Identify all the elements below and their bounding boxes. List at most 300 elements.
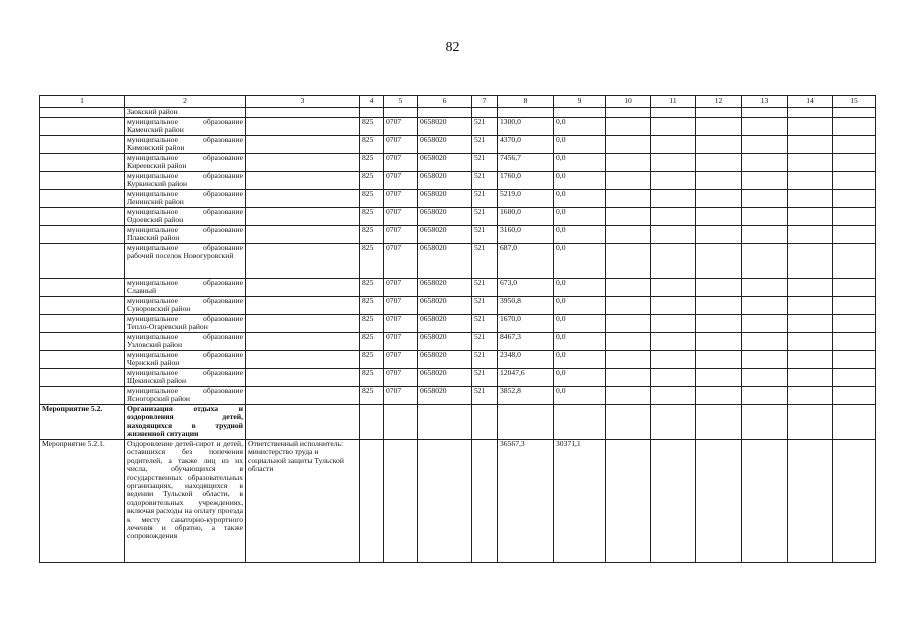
empty-cell	[833, 244, 876, 279]
empty-cell	[788, 315, 833, 333]
empty-cell	[833, 387, 876, 405]
executor-cell	[246, 190, 360, 208]
table-row	[40, 440, 876, 563]
empty-cell	[788, 369, 833, 387]
executor-cell	[246, 118, 360, 136]
empty-cell	[742, 244, 788, 279]
amount-cell: 36567,3	[498, 440, 554, 563]
empty-cell	[606, 244, 651, 279]
target-code-cell: 0658020	[418, 118, 472, 136]
amount-cell: 0,0	[554, 279, 606, 297]
measure-code-cell	[40, 108, 125, 118]
page-number: 82	[445, 40, 460, 55]
target-code-cell	[418, 108, 472, 118]
empty-cell	[696, 351, 742, 369]
ministry-code-cell: 825	[360, 136, 384, 154]
empty-cell	[788, 154, 833, 172]
empty-cell	[696, 315, 742, 333]
header-row	[40, 96, 876, 108]
table-row	[40, 154, 876, 172]
empty-cell	[651, 440, 696, 563]
amount-cell: 7456,7	[498, 154, 554, 172]
empty-cell	[696, 333, 742, 351]
empty-cell	[696, 405, 742, 440]
empty-cell	[696, 297, 742, 315]
empty-cell	[651, 190, 696, 208]
empty-cell	[696, 118, 742, 136]
amount-cell: 12047,6	[498, 369, 554, 387]
empty-cell	[696, 108, 742, 118]
target-code-cell	[418, 440, 472, 563]
executor-cell	[246, 108, 360, 118]
budget-table	[39, 95, 876, 563]
empty-cell	[833, 136, 876, 154]
empty-cell	[651, 172, 696, 190]
table-row	[40, 172, 876, 190]
empty-cell	[606, 226, 651, 244]
section-code-cell: 0707	[384, 315, 418, 333]
executor-cell	[246, 369, 360, 387]
measure-code-cell	[40, 279, 125, 297]
table-row	[40, 405, 876, 440]
section-code-cell: 0707	[384, 172, 418, 190]
empty-cell	[788, 226, 833, 244]
col-header: 14	[788, 96, 833, 108]
empty-cell	[788, 297, 833, 315]
empty-cell	[742, 172, 788, 190]
amount-cell: 0,0	[554, 190, 606, 208]
empty-cell	[833, 118, 876, 136]
empty-cell	[606, 440, 651, 563]
measure-code-cell	[40, 118, 125, 136]
expense-type-cell: 521	[472, 333, 498, 351]
amount-cell: 0,0	[554, 244, 606, 279]
name-cell: муниципальное образование Киреевский район	[125, 154, 246, 172]
measure-code-cell	[40, 244, 125, 279]
expense-type-cell	[472, 405, 498, 440]
empty-cell	[833, 279, 876, 297]
empty-cell	[833, 369, 876, 387]
empty-cell	[651, 208, 696, 226]
name-cell: муниципальное образование Славный	[125, 279, 246, 297]
empty-cell	[833, 297, 876, 315]
empty-cell	[788, 108, 833, 118]
empty-cell	[651, 387, 696, 405]
name-cell: муниципальное образование Узловский район	[125, 333, 246, 351]
empty-cell	[833, 190, 876, 208]
ministry-code-cell: 825	[360, 279, 384, 297]
empty-cell	[742, 369, 788, 387]
table-body	[40, 108, 876, 563]
empty-cell	[606, 108, 651, 118]
ministry-code-cell: 825	[360, 369, 384, 387]
ministry-code-cell: 825	[360, 297, 384, 315]
table-row	[40, 244, 876, 279]
measure-code-cell	[40, 208, 125, 226]
executor-cell	[246, 208, 360, 226]
section-code-cell: 0707	[384, 190, 418, 208]
section-code-cell: 0707	[384, 136, 418, 154]
amount-cell: 0,0	[554, 208, 606, 226]
amount-cell: 687,0	[498, 244, 554, 279]
empty-cell	[651, 369, 696, 387]
empty-cell	[651, 297, 696, 315]
empty-cell	[696, 440, 742, 563]
expense-type-cell	[472, 108, 498, 118]
amount-cell: 0,0	[554, 351, 606, 369]
empty-cell	[742, 351, 788, 369]
empty-cell	[606, 333, 651, 351]
table-row	[40, 333, 876, 351]
empty-cell	[606, 190, 651, 208]
col-header: 11	[651, 96, 696, 108]
ministry-code-cell	[360, 440, 384, 563]
executor-cell	[246, 387, 360, 405]
empty-cell	[833, 172, 876, 190]
table-row	[40, 118, 876, 136]
empty-cell	[651, 108, 696, 118]
target-code-cell: 0658020	[418, 279, 472, 297]
empty-cell	[742, 387, 788, 405]
ministry-code-cell: 825	[360, 226, 384, 244]
empty-cell	[696, 279, 742, 297]
ministry-code-cell	[360, 108, 384, 118]
measure-code-cell	[40, 351, 125, 369]
empty-cell	[606, 405, 651, 440]
empty-cell	[651, 279, 696, 297]
empty-cell	[696, 172, 742, 190]
name-cell: муниципальное образование Тепло-Огаревский район	[125, 315, 246, 333]
ministry-code-cell: 825	[360, 387, 384, 405]
amount-cell: 0,0	[554, 136, 606, 154]
amount-cell: 5219,0	[498, 190, 554, 208]
table-row	[40, 387, 876, 405]
executor-cell	[246, 405, 360, 440]
measure-code-cell	[40, 297, 125, 315]
empty-cell	[606, 387, 651, 405]
amount-cell: 0,0	[554, 154, 606, 172]
target-code-cell: 0658020	[418, 315, 472, 333]
empty-cell	[696, 369, 742, 387]
empty-cell	[606, 172, 651, 190]
expense-type-cell: 521	[472, 387, 498, 405]
name-cell: муниципальное образование Кимовский район	[125, 136, 246, 154]
name-cell: муниципальное образование Плавский район	[125, 226, 246, 244]
target-code-cell: 0658020	[418, 333, 472, 351]
section-code-cell: 0707	[384, 351, 418, 369]
executor-cell	[246, 154, 360, 172]
empty-cell	[606, 315, 651, 333]
empty-cell	[606, 154, 651, 172]
ministry-code-cell: 825	[360, 244, 384, 279]
expense-type-cell: 521	[472, 172, 498, 190]
amount-cell: 1670,0	[498, 315, 554, 333]
table-row	[40, 226, 876, 244]
amount-cell: 0,0	[554, 387, 606, 405]
empty-cell	[788, 333, 833, 351]
target-code-cell: 0658020	[418, 387, 472, 405]
executor-cell	[246, 315, 360, 333]
executor-cell	[246, 226, 360, 244]
empty-cell	[696, 226, 742, 244]
empty-cell	[742, 136, 788, 154]
empty-cell	[742, 279, 788, 297]
amount-cell: 3950,8	[498, 297, 554, 315]
empty-cell	[833, 351, 876, 369]
executor-cell	[246, 297, 360, 315]
expense-type-cell: 521	[472, 297, 498, 315]
empty-cell	[833, 333, 876, 351]
empty-cell	[651, 154, 696, 172]
target-code-cell: 0658020	[418, 351, 472, 369]
executor-cell	[246, 351, 360, 369]
executor-cell	[246, 172, 360, 190]
section-code-cell: 0707	[384, 279, 418, 297]
empty-cell	[833, 154, 876, 172]
empty-cell	[742, 333, 788, 351]
target-code-cell: 0658020	[418, 208, 472, 226]
amount-cell: 0,0	[554, 315, 606, 333]
empty-cell	[696, 136, 742, 154]
empty-cell	[606, 118, 651, 136]
amount-cell: 8467,3	[498, 333, 554, 351]
ministry-code-cell: 825	[360, 333, 384, 351]
amount-cell: 0,0	[554, 369, 606, 387]
amount-cell	[498, 405, 554, 440]
empty-cell	[651, 226, 696, 244]
target-code-cell	[418, 405, 472, 440]
measure-code-cell: Мероприятие 5.2.1.	[40, 440, 125, 563]
empty-cell	[742, 226, 788, 244]
empty-cell	[651, 118, 696, 136]
col-header: 6	[418, 96, 472, 108]
empty-cell	[742, 108, 788, 118]
measure-code-cell	[40, 172, 125, 190]
name-cell: муниципальное образование Одоевский район	[125, 208, 246, 226]
empty-cell	[833, 208, 876, 226]
name-cell: Организация отдыха и оздоровления детей, находящихся в трудной жизненной ситуации	[125, 405, 246, 440]
measure-code-cell	[40, 190, 125, 208]
amount-cell: 1600,0	[498, 208, 554, 226]
empty-cell	[606, 351, 651, 369]
expense-type-cell: 521	[472, 279, 498, 297]
col-header: 5	[384, 96, 418, 108]
amount-cell: 0,0	[554, 172, 606, 190]
empty-cell	[696, 244, 742, 279]
name-cell: муниципальное образование Чернский район	[125, 351, 246, 369]
table-row	[40, 108, 876, 118]
empty-cell	[788, 387, 833, 405]
empty-cell	[788, 244, 833, 279]
ministry-code-cell	[360, 405, 384, 440]
section-code-cell: 0707	[384, 118, 418, 136]
empty-cell	[606, 297, 651, 315]
empty-cell	[742, 118, 788, 136]
table-row	[40, 136, 876, 154]
measure-code-cell	[40, 136, 125, 154]
empty-cell	[742, 405, 788, 440]
ministry-code-cell: 825	[360, 315, 384, 333]
col-header: 15	[833, 96, 876, 108]
empty-cell	[606, 136, 651, 154]
target-code-cell: 0658020	[418, 226, 472, 244]
empty-cell	[696, 154, 742, 172]
expense-type-cell: 521	[472, 226, 498, 244]
expense-type-cell: 521	[472, 244, 498, 279]
empty-cell	[788, 118, 833, 136]
col-header: 13	[742, 96, 788, 108]
amount-cell: 673,0	[498, 279, 554, 297]
empty-cell	[788, 440, 833, 563]
executor-cell	[246, 136, 360, 154]
empty-cell	[606, 208, 651, 226]
col-header: 8	[498, 96, 554, 108]
table-row	[40, 190, 876, 208]
amount-cell: 30371,1	[554, 440, 606, 563]
expense-type-cell: 521	[472, 208, 498, 226]
table-row	[40, 279, 876, 297]
expense-type-cell: 521	[472, 136, 498, 154]
empty-cell	[788, 172, 833, 190]
empty-cell	[742, 297, 788, 315]
col-header: 12	[696, 96, 742, 108]
measure-code-cell	[40, 333, 125, 351]
amount-cell	[554, 108, 606, 118]
table-row	[40, 208, 876, 226]
section-code-cell: 0707	[384, 369, 418, 387]
col-header: 7	[472, 96, 498, 108]
name-cell: муниципальное образование Ленинский район	[125, 190, 246, 208]
section-code-cell: 0707	[384, 244, 418, 279]
expense-type-cell: 521	[472, 118, 498, 136]
target-code-cell: 0658020	[418, 136, 472, 154]
empty-cell	[788, 190, 833, 208]
section-code-cell: 0707	[384, 154, 418, 172]
empty-cell	[651, 136, 696, 154]
section-code-cell	[384, 405, 418, 440]
target-code-cell: 0658020	[418, 190, 472, 208]
ministry-code-cell: 825	[360, 190, 384, 208]
empty-cell	[696, 208, 742, 226]
section-code-cell: 0707	[384, 387, 418, 405]
expense-type-cell: 521	[472, 369, 498, 387]
col-header: 9	[554, 96, 606, 108]
target-code-cell: 0658020	[418, 244, 472, 279]
name-cell: муниципальное образование Суворовский район	[125, 297, 246, 315]
amount-cell: 0,0	[554, 333, 606, 351]
col-header: 4	[360, 96, 384, 108]
ministry-code-cell: 825	[360, 351, 384, 369]
empty-cell	[833, 226, 876, 244]
empty-cell	[742, 208, 788, 226]
empty-cell	[833, 440, 876, 563]
empty-cell	[651, 351, 696, 369]
empty-cell	[696, 190, 742, 208]
amount-cell: 4370,0	[498, 136, 554, 154]
amount-cell	[554, 405, 606, 440]
measure-code-cell	[40, 315, 125, 333]
empty-cell	[788, 405, 833, 440]
empty-cell	[788, 136, 833, 154]
empty-cell	[606, 279, 651, 297]
executor-cell	[246, 333, 360, 351]
col-header: 1	[40, 96, 125, 108]
amount-cell: 0,0	[554, 226, 606, 244]
target-code-cell: 0658020	[418, 297, 472, 315]
expense-type-cell: 521	[472, 190, 498, 208]
table-row	[40, 315, 876, 333]
empty-cell	[788, 208, 833, 226]
empty-cell	[606, 369, 651, 387]
col-header: 10	[606, 96, 651, 108]
amount-cell: 3160,0	[498, 226, 554, 244]
executor-cell	[246, 279, 360, 297]
executor-cell: Ответственный исполнитель: министерство труда и социальной защиты Тульской области	[246, 440, 360, 563]
amount-cell: 0,0	[554, 297, 606, 315]
amount-cell: 0,0	[554, 118, 606, 136]
table-row	[40, 369, 876, 387]
empty-cell	[742, 154, 788, 172]
name-cell: муниципальное образование Ясногорский район	[125, 387, 246, 405]
ministry-code-cell: 825	[360, 118, 384, 136]
empty-cell	[651, 315, 696, 333]
empty-cell	[651, 405, 696, 440]
section-code-cell	[384, 108, 418, 118]
measure-code-cell	[40, 387, 125, 405]
expense-type-cell: 521	[472, 154, 498, 172]
executor-cell	[246, 244, 360, 279]
section-code-cell: 0707	[384, 226, 418, 244]
target-code-cell: 0658020	[418, 172, 472, 190]
section-code-cell: 0707	[384, 208, 418, 226]
expense-type-cell: 521	[472, 315, 498, 333]
target-code-cell: 0658020	[418, 154, 472, 172]
amount-cell: 2348,0	[498, 351, 554, 369]
expense-type-cell	[472, 440, 498, 563]
measure-code-cell	[40, 226, 125, 244]
empty-cell	[742, 440, 788, 563]
empty-cell	[833, 108, 876, 118]
section-code-cell	[384, 440, 418, 563]
section-code-cell: 0707	[384, 333, 418, 351]
measure-code-cell	[40, 369, 125, 387]
empty-cell	[742, 315, 788, 333]
empty-cell	[742, 190, 788, 208]
ministry-code-cell: 825	[360, 208, 384, 226]
empty-cell	[651, 244, 696, 279]
measure-code-cell: Мероприятие 5.2.	[40, 405, 125, 440]
empty-cell	[651, 333, 696, 351]
name-cell: муниципальное образование рабочий поселок Новогуровский	[125, 244, 246, 279]
section-code-cell: 0707	[384, 297, 418, 315]
measure-code-cell	[40, 154, 125, 172]
empty-cell	[833, 405, 876, 440]
target-code-cell: 0658020	[418, 369, 472, 387]
name-cell: муниципальное образование Каменский район	[125, 118, 246, 136]
empty-cell	[788, 351, 833, 369]
ministry-code-cell: 825	[360, 154, 384, 172]
empty-cell	[833, 315, 876, 333]
table-row	[40, 297, 876, 315]
empty-cell	[696, 387, 742, 405]
expense-type-cell: 521	[472, 351, 498, 369]
col-header: 3	[246, 96, 360, 108]
name-cell: муниципальное образование Щекинский район	[125, 369, 246, 387]
table-row	[40, 351, 876, 369]
col-header: 2	[125, 96, 246, 108]
amount-cell: 1300,0	[498, 118, 554, 136]
name-cell: Заокский район	[125, 108, 246, 118]
